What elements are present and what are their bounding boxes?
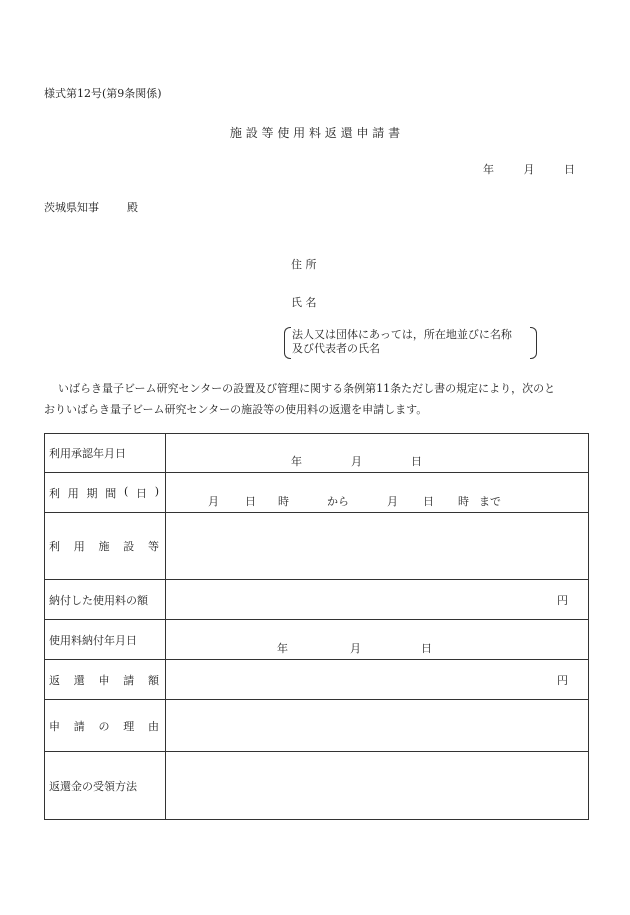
payment-month: 月 [350, 641, 361, 655]
label-char: 期 [86, 486, 98, 500]
form-number: 様式第12号(第9条関係) [44, 87, 162, 100]
table-row [45, 513, 589, 580]
approval-date-label: 利用承認年月日 [45, 434, 166, 473]
application-statement [44, 378, 590, 420]
label-char: の [98, 719, 110, 733]
facility-field[interactable] [166, 513, 589, 580]
reason-label [45, 700, 166, 752]
statement-line-1: いばらき量子ビーム研究センターの設置及び管理に関する条例第11条ただし書の規定により，次のと [58, 382, 556, 395]
payment-day: 日 [421, 641, 432, 655]
table-row [45, 660, 589, 700]
payment-date-label: 使用料納付年月日 [45, 620, 166, 660]
application-date [483, 161, 575, 177]
addressee-name: 茨城県知事 [44, 201, 99, 214]
label-char: 理 [123, 719, 135, 733]
period-month: 月 [208, 494, 219, 508]
usage-period-label [45, 473, 166, 513]
label-char: ( [123, 484, 129, 498]
table-row [45, 752, 589, 820]
corporate-note [284, 327, 537, 357]
usage-period-field[interactable] [166, 473, 589, 513]
yen-unit: 円 [557, 673, 568, 687]
label-char: 利 [49, 486, 60, 500]
label-char: 由 [148, 719, 159, 733]
label-char: 設 [123, 540, 135, 553]
period-month-2: 月 [387, 494, 398, 508]
approval-day: 日 [411, 455, 422, 468]
note-line-2: 及び代表者の氏名 [292, 342, 380, 355]
label-char: ) [154, 484, 159, 498]
corporate-note-text [292, 328, 512, 356]
label-char: 返 [49, 673, 60, 687]
addressee-honorific: 殿 [127, 201, 138, 214]
period-day-2: 日 [423, 494, 434, 508]
refund-amount-field[interactable] [166, 660, 589, 700]
label-char: 額 [148, 673, 159, 687]
approval-month: 月 [351, 455, 362, 468]
note-line-1: 法人又は団体にあっては，所在地並びに名称 [292, 328, 512, 341]
date-month: 月 [523, 163, 535, 176]
approval-year: 年 [291, 455, 302, 468]
receipt-method-label: 返還金の受領方法 [45, 752, 166, 820]
period-from: から [327, 494, 349, 508]
label-char: 請 [123, 673, 135, 687]
payment-date-field[interactable] [166, 620, 589, 660]
application-table [44, 433, 589, 820]
label-char: 間 [105, 486, 117, 500]
table-row [45, 580, 589, 620]
label-char: 申 [98, 673, 110, 687]
period-hour-2: 時 [458, 494, 469, 508]
name-label: 氏 名 [291, 296, 317, 309]
payment-year: 年 [277, 641, 288, 655]
statement-line-2: おりいばらき量子ビーム研究センターの施設等の使用料の返還を申請します。 [44, 403, 428, 416]
label-char: 用 [67, 486, 79, 500]
address-label: 住 所 [291, 258, 317, 271]
table-row [45, 473, 589, 513]
right-bracket [530, 327, 537, 359]
paid-amount-field[interactable] [166, 580, 589, 620]
yen-unit: 円 [557, 593, 568, 607]
approval-date-field[interactable] [166, 434, 589, 473]
label-char: 申 [49, 719, 60, 733]
left-bracket [284, 327, 291, 359]
label-char: 日 [135, 486, 147, 500]
period-day: 日 [245, 494, 256, 508]
period-hour: 時 [278, 494, 289, 508]
date-year: 年 [483, 163, 494, 176]
table-row [45, 620, 589, 660]
paid-amount-label: 納付した使用料の額 [45, 580, 166, 620]
table-row [45, 434, 589, 473]
label-char: 利 [49, 540, 60, 553]
receipt-method-field[interactable] [166, 752, 589, 820]
period-until: まで [479, 494, 501, 508]
date-day: 日 [564, 163, 575, 176]
label-char: 請 [73, 719, 85, 733]
label-char: 施 [98, 540, 110, 553]
facility-label [45, 513, 166, 580]
addressee [44, 199, 138, 215]
document-title: 施 設 等 使 用 料 返 還 申 請 書 [229, 126, 401, 140]
table-row [45, 700, 589, 752]
label-char: 等 [148, 540, 159, 553]
refund-amount-label [45, 660, 166, 700]
label-char: 用 [73, 540, 85, 553]
label-char: 還 [73, 673, 85, 687]
reason-field[interactable] [166, 700, 589, 752]
